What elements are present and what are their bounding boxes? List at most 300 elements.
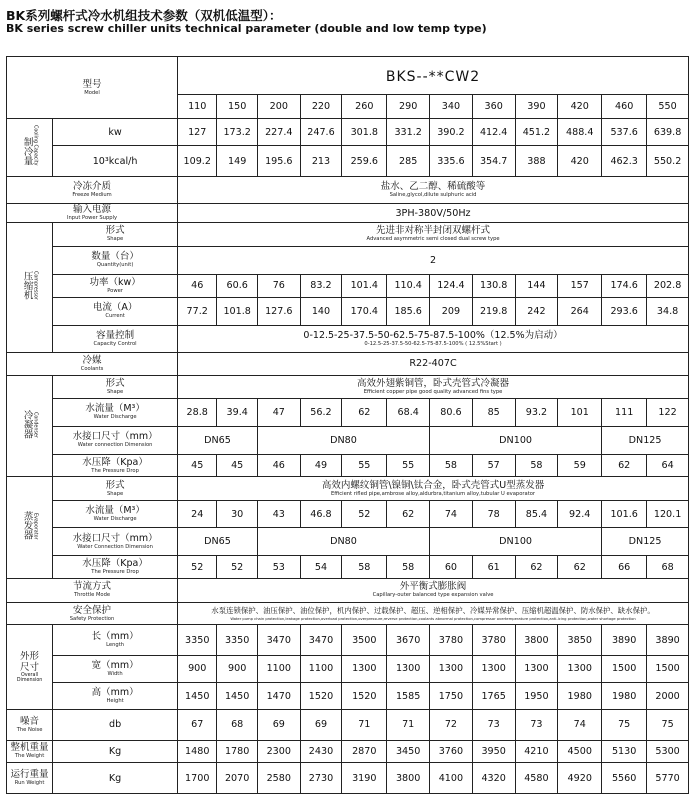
- compressor-shape-value-cn: 先进非对称半封闭双螺杆式: [376, 225, 491, 237]
- dimension-height-value: 1980: [558, 683, 602, 710]
- run-weight-value: 5560: [602, 763, 647, 794]
- power-supply-value: 3PH-380V/50Hz: [178, 203, 689, 222]
- model-value: 110: [178, 95, 217, 119]
- evaporator-shape-en: Shape: [106, 490, 124, 497]
- cooling-kcal-value: 213: [300, 146, 342, 177]
- cooling-kw-value: 227.4: [257, 119, 300, 146]
- compressor-power-label: [53, 275, 178, 298]
- condenser-pipe-en: Water connection Dimension: [77, 442, 153, 449]
- cooling-kw-value: 390.2: [430, 119, 473, 146]
- condenser-flow-value: 111: [602, 399, 647, 426]
- run-weight-value: 3800: [387, 763, 430, 794]
- model-value: 290: [387, 95, 430, 119]
- freeze-label: [7, 176, 178, 203]
- compressor-current-value: 77.2: [178, 297, 217, 325]
- condenser-shape-value: [178, 375, 689, 399]
- weight-value: 2870: [342, 740, 387, 763]
- model-value: 460: [602, 95, 647, 119]
- noise-value: 73: [472, 710, 515, 741]
- compressor-shape-label: [53, 223, 178, 247]
- safety-en: Safety Protection: [69, 615, 115, 622]
- compressor-current-value: 101.8: [217, 297, 258, 325]
- condenser-flow-value: 39.4: [217, 399, 258, 426]
- weight-value: 4210: [515, 740, 558, 763]
- compressor-current-value: 34.8: [647, 297, 689, 325]
- evaporator-flow-value: 101.6: [602, 501, 647, 528]
- dimension-width-label: [53, 655, 178, 682]
- cooling-kw-value: 451.2: [515, 119, 558, 146]
- condenser-flow-value: 56.2: [300, 399, 342, 426]
- dimension-width-value: 1100: [300, 655, 342, 682]
- condenser-pipe-dn100: DN100: [430, 426, 602, 454]
- compressor-shape-en: Shape: [106, 236, 124, 243]
- compressor-power-value: 101.4: [342, 275, 387, 298]
- evaporator-drop-value: 54: [300, 556, 342, 579]
- evaporator-drop-value: 53: [257, 556, 300, 579]
- evaporator-flow-value: 46.8: [300, 501, 342, 528]
- evaporator-pipe-en: Water Connection Dimension: [77, 543, 153, 550]
- dimension-width-value: 1500: [602, 655, 647, 682]
- compressor-power-value: 110.4: [387, 275, 430, 298]
- cooling-kcal-value: 550.2: [647, 146, 689, 177]
- condenser-pipe-dn65: DN65: [178, 426, 258, 454]
- noise-value: 68: [217, 710, 258, 741]
- coolant-cn: 冷媒: [82, 354, 102, 366]
- evaporator-drop-value: 66: [602, 556, 647, 579]
- compressor-current-value: 242: [515, 297, 558, 325]
- weight-value: 5300: [647, 740, 689, 763]
- condenser-flow-value: 101: [558, 399, 602, 426]
- run-weight-value: 4320: [472, 763, 515, 794]
- evaporator-flow-value: 74: [430, 501, 473, 528]
- compressor-current-value: 293.6: [602, 297, 647, 325]
- condenser-pipe-cn: 水接口尺寸（mm）: [72, 431, 158, 443]
- dimension-width-value: 1300: [430, 655, 473, 682]
- compressor-current-cn: 电流（A）: [92, 302, 138, 314]
- cooling-group-en: Cooling Capacity: [32, 125, 38, 166]
- cooling-kw-value: 173.2: [217, 119, 258, 146]
- cooling-kw-value: 301.8: [342, 119, 387, 146]
- cooling-kcal-label: 10³kcal/h: [53, 146, 178, 177]
- dimension-length-value: 3890: [647, 625, 689, 656]
- dimension-group: [7, 625, 53, 710]
- weight-label-cn: 整机重量: [10, 742, 49, 754]
- noise-value: 71: [342, 710, 387, 741]
- compressor-group-cn: 压缩机: [21, 271, 33, 300]
- condenser-drop-value: 45: [217, 454, 258, 477]
- evaporator-shape-cn: 形式: [105, 479, 125, 491]
- condenser-flow-value: 28.8: [178, 399, 217, 426]
- evaporator-flow-cn: 水流量（M³）: [85, 505, 145, 517]
- weight-label-en: The Weight: [14, 753, 45, 760]
- title-en: BK series screw chiller units technical parameter (double and low temp type): [6, 22, 487, 35]
- compressor-group: [7, 223, 53, 353]
- cooling-kcal-value: 259.6: [342, 146, 387, 177]
- dimension-height-value: 1585: [387, 683, 430, 710]
- weight-label: [7, 740, 53, 763]
- condenser-drop-value: 59: [558, 454, 602, 477]
- cooling-kcal-value: 354.7: [472, 146, 515, 177]
- evaporator-flow-value: 43: [257, 501, 300, 528]
- dimension-height-value: 1980: [602, 683, 647, 710]
- compressor-current-value: 140: [300, 297, 342, 325]
- dimension-height-cn: 高（mm）: [91, 687, 139, 699]
- compressor-group-en: Compressor: [32, 271, 38, 300]
- compressor-power-cn: 功率（kw）: [89, 276, 141, 288]
- evaporator-shape-value-en: Efficient rifled pipe,ambrose alloy,aldurbra,titanium alloy,tubular U evaporator: [330, 490, 536, 497]
- model-series-text: BKS--**CW2: [385, 69, 481, 86]
- weight-value: 5130: [602, 740, 647, 763]
- condenser-shape-value-cn: 高效外翅紫铜管，卧式壳管式冷凝器: [357, 378, 510, 390]
- dimension-width-value: 1300: [558, 655, 602, 682]
- dimension-height-value: 1950: [515, 683, 558, 710]
- condenser-drop-value: 49: [300, 454, 342, 477]
- cooling-kw-value: 331.2: [387, 119, 430, 146]
- compressor-power-value: 83.2: [300, 275, 342, 298]
- condenser-pipe-dn80: DN80: [257, 426, 429, 454]
- cooling-kcal-value: 462.3: [602, 146, 647, 177]
- compressor-current-value: 170.4: [342, 297, 387, 325]
- dimension-length-value: 3470: [257, 625, 300, 656]
- compressor-shape-value-en: Advanced asymmetric semi closed dual screw type: [366, 236, 500, 243]
- throttle-label: [7, 579, 178, 603]
- noise-unit: db: [53, 710, 178, 741]
- condenser-drop-en: The Pressure Drop: [91, 467, 139, 474]
- condenser-shape-cn: 形式: [105, 378, 125, 390]
- condenser-drop-value: 64: [647, 454, 689, 477]
- compressor-qty-en: Quantity(unit): [96, 262, 134, 269]
- dimension-width-value: 900: [217, 655, 258, 682]
- compressor-capacity-value-cn: 0-12.5-25-37.5-50-62.5-75-87.5-100%（12.5%为启动）: [303, 330, 563, 342]
- evaporator-pipe-dn100: DN100: [430, 528, 602, 556]
- compressor-capacity-value: [178, 325, 689, 352]
- title-cn: BK系列螺杆式冷水机组技术参数（双机低温型）：: [6, 8, 282, 23]
- freeze-cn: 冷冻介质: [73, 180, 112, 192]
- run-weight-value: 4920: [558, 763, 602, 794]
- noise-value: 69: [300, 710, 342, 741]
- noise-value: 73: [515, 710, 558, 741]
- dimension-length-cn: 长（mm）: [91, 631, 139, 643]
- evaporator-drop-value: 60: [430, 556, 473, 579]
- compressor-current-en: Current: [105, 313, 125, 320]
- spec-table: [6, 56, 689, 794]
- cooling-kw-value: 639.8: [647, 119, 689, 146]
- evaporator-drop-value: 58: [342, 556, 387, 579]
- dimension-height-label: [53, 683, 178, 710]
- noise-value: 75: [602, 710, 647, 741]
- evaporator-group: [7, 477, 53, 579]
- dimension-length-value: 3470: [300, 625, 342, 656]
- run-weight-value: 2580: [257, 763, 300, 794]
- cooling-kcal-value: 195.6: [257, 146, 300, 177]
- dimension-width-value: 1100: [257, 655, 300, 682]
- evaporator-shape-label: [53, 477, 178, 501]
- condenser-drop-value: 45: [178, 454, 217, 477]
- noise-label: [7, 710, 53, 741]
- freeze-value-cn: 盐水、乙二醇、稀硫酸等: [380, 180, 486, 192]
- model-value: 340: [430, 95, 473, 119]
- condenser-group-cn: 冷凝器: [21, 409, 33, 439]
- safety-value: [178, 602, 689, 625]
- compressor-power-value: 130.8: [472, 275, 515, 298]
- compressor-shape-value: [178, 223, 689, 247]
- model-value: 550: [647, 95, 689, 119]
- weight-value: 1480: [178, 740, 217, 763]
- dimension-width-value: 1300: [472, 655, 515, 682]
- compressor-current-value: 127.6: [257, 297, 300, 325]
- dimension-height-value: 1450: [217, 683, 258, 710]
- dimension-width-value: 1300: [387, 655, 430, 682]
- condenser-flow-value: 122: [647, 399, 689, 426]
- noise-value: 71: [387, 710, 430, 741]
- compressor-current-value: 264: [558, 297, 602, 325]
- run-weight-value: 2730: [300, 763, 342, 794]
- run-weight-label-cn: 运行重量: [10, 769, 49, 781]
- noise-value: 74: [558, 710, 602, 741]
- cooling-kw-value: 247.6: [300, 119, 342, 146]
- throttle-value-en: Capillary-outer balanced type expansion valve: [372, 592, 494, 599]
- model-value: 260: [342, 95, 387, 119]
- model-cn: 型号: [82, 78, 102, 90]
- compressor-qty-value: 2: [178, 246, 689, 274]
- compressor-power-value: 60.6: [217, 275, 258, 298]
- compressor-current-value: 185.6: [387, 297, 430, 325]
- cooling-kw-value: 537.6: [602, 119, 647, 146]
- condenser-drop-value: 46: [257, 454, 300, 477]
- compressor-power-value: 157: [558, 275, 602, 298]
- weight-value: 3760: [430, 740, 473, 763]
- dimension-width-value: 900: [178, 655, 217, 682]
- cooling-kcal-value: 149: [217, 146, 258, 177]
- condenser-drop-value: 62: [602, 454, 647, 477]
- coolant-en: Coolants: [80, 365, 104, 372]
- cooling-kw-value: 127: [178, 119, 217, 146]
- compressor-current-label: [53, 297, 178, 325]
- compressor-current-value: 209: [430, 297, 473, 325]
- run-weight-value: 1700: [178, 763, 217, 794]
- compressor-qty-cn: 数量（台）: [91, 251, 139, 263]
- cooling-kw-value: 488.4: [558, 119, 602, 146]
- condenser-flow-value: 85: [472, 399, 515, 426]
- condenser-group-en: Condenser: [32, 412, 38, 439]
- compressor-power-en: Power: [107, 287, 123, 294]
- safety-value-cn: 水泵连锁保护、油压保护、油位保护，机内保护、过载保护、超压、逆相保护、冷媒异常保护、压缩机超温保护、防水保护、缺水保护。: [211, 605, 655, 615]
- dimension-width-value: 1300: [515, 655, 558, 682]
- condenser-shape-label: [53, 375, 178, 399]
- condenser-flow-en: Water Discharge: [93, 414, 137, 421]
- condenser-flow-label: [53, 399, 178, 426]
- evaporator-flow-en: Water Discharge: [93, 516, 137, 523]
- dimension-length-value: 3800: [515, 625, 558, 656]
- condenser-group: [7, 375, 53, 477]
- dimension-height-value: 1470: [257, 683, 300, 710]
- evaporator-drop-value: 58: [387, 556, 430, 579]
- evaporator-drop-value: 61: [472, 556, 515, 579]
- model-series: [178, 57, 689, 95]
- evaporator-drop-cn: 水压降（Kpa）: [82, 558, 148, 570]
- freeze-value: [178, 176, 689, 203]
- dimension-length-value: 3780: [472, 625, 515, 656]
- dimension-length-en: Length: [106, 642, 125, 649]
- condenser-drop-label: [53, 454, 178, 477]
- compressor-capacity-cn: 容量控制: [96, 330, 135, 342]
- evaporator-drop-value: 62: [558, 556, 602, 579]
- coolant-label: [7, 353, 178, 376]
- dimension-height-value: 1520: [342, 683, 387, 710]
- condenser-flow-value: 47: [257, 399, 300, 426]
- freeze-en: Freeze Medium: [72, 191, 112, 198]
- dimension-group-en1: Overall: [20, 673, 39, 679]
- evaporator-pipe-dn125: DN125: [602, 528, 689, 556]
- power-supply-label: [7, 203, 178, 222]
- cooling-kcal-value: 420: [558, 146, 602, 177]
- safety-value-en: Water pump chain protection,leakage protection,overload protection,overpressure,reverse protection,coolants abnormal protection,compressor overtemperature protection,anti-icing protection,water shortage protection: [230, 616, 636, 621]
- evaporator-drop-value: 52: [178, 556, 217, 579]
- compressor-power-value: 46: [178, 275, 217, 298]
- condenser-drop-value: 58: [515, 454, 558, 477]
- evaporator-shape-value: [178, 477, 689, 501]
- evaporator-pipe-dn65: DN65: [178, 528, 258, 556]
- compressor-power-value: 144: [515, 275, 558, 298]
- evaporator-flow-label: [53, 501, 178, 528]
- evaporator-pipe-dn80: DN80: [257, 528, 429, 556]
- noise-value: 72: [430, 710, 473, 741]
- evaporator-flow-value: 30: [217, 501, 258, 528]
- condenser-pipe-label: [53, 426, 178, 454]
- dimension-length-value: 3670: [387, 625, 430, 656]
- evaporator-shape-value-cn: 高效内螺纹铜管\镍铜\钛合金，卧式壳管式U型蒸发器: [321, 479, 545, 491]
- evaporator-group-en: Evaporator: [32, 513, 38, 540]
- cooling-group-cn: 制冷量: [21, 137, 33, 166]
- dimension-length-value: 3350: [178, 625, 217, 656]
- compressor-capacity-label: [53, 325, 178, 352]
- compressor-qty-label: [53, 246, 178, 274]
- run-weight-label: [7, 763, 53, 794]
- safety-label: [7, 602, 178, 625]
- weight-value: 3450: [387, 740, 430, 763]
- model-value: 390: [515, 95, 558, 119]
- compressor-power-value: 76: [257, 275, 300, 298]
- run-weight-value: 5770: [647, 763, 689, 794]
- noise-label-en: The Noise: [16, 726, 43, 733]
- cooling-kcal-value: 109.2: [178, 146, 217, 177]
- dimension-length-value: 3780: [430, 625, 473, 656]
- evaporator-drop-label: [53, 556, 178, 579]
- compressor-capacity-en: Capacity Control: [93, 341, 137, 348]
- evaporator-flow-value: 92.4: [558, 501, 602, 528]
- dimension-width-cn: 宽（mm）: [91, 659, 139, 671]
- dimension-width-en: Width: [107, 670, 123, 677]
- run-weight-value: 4580: [515, 763, 558, 794]
- model-value: 420: [558, 95, 602, 119]
- dimension-length-label: [53, 625, 178, 656]
- cooling-kcal-value: 388: [515, 146, 558, 177]
- noise-value: 67: [178, 710, 217, 741]
- condenser-flow-cn: 水流量（M³）: [85, 403, 145, 415]
- evaporator-pipe-label: [53, 528, 178, 556]
- evaporator-flow-value: 24: [178, 501, 217, 528]
- evaporator-pipe-cn: 水接口尺寸（mm）: [72, 532, 158, 544]
- dimension-height-value: 1520: [300, 683, 342, 710]
- evaporator-drop-value: 68: [647, 556, 689, 579]
- throttle-value-cn: 外平衡式膨胀阀: [399, 581, 467, 593]
- run-weight-unit: Kg: [53, 763, 178, 794]
- run-weight-label-en: Run Weight: [14, 780, 45, 787]
- throttle-en: Throttle Mode: [73, 592, 111, 599]
- compressor-capacity-value-en: 0-12.5-25-37.5-50-62.5-75-87.5-100% ( 12.5%Start ): [364, 341, 502, 348]
- dimension-height-value: 1750: [430, 683, 473, 710]
- dimension-width-value: 1300: [342, 655, 387, 682]
- condenser-drop-value: 57: [472, 454, 515, 477]
- dimension-height-value: 1765: [472, 683, 515, 710]
- run-weight-value: 4100: [430, 763, 473, 794]
- weight-unit: Kg: [53, 740, 178, 763]
- dimension-group-en2: Dimension: [16, 678, 43, 684]
- weight-value: 2300: [257, 740, 300, 763]
- weight-value: 3950: [472, 740, 515, 763]
- condenser-drop-value: 58: [430, 454, 473, 477]
- compressor-power-value: 174.6: [602, 275, 647, 298]
- noise-value: 69: [257, 710, 300, 741]
- dimension-width-value: 1500: [647, 655, 689, 682]
- model-label: [7, 57, 178, 119]
- condenser-pipe-dn125: DN125: [602, 426, 689, 454]
- safety-cn: 安全保护: [73, 604, 112, 616]
- cooling-kw-label: kw: [53, 119, 178, 146]
- model-value: 360: [472, 95, 515, 119]
- dimension-length-value: 3850: [558, 625, 602, 656]
- evaporator-flow-value: 52: [342, 501, 387, 528]
- evaporator-flow-value: 85.4: [515, 501, 558, 528]
- cooling-kcal-value: 335.6: [430, 146, 473, 177]
- compressor-power-value: 202.8: [647, 275, 689, 298]
- model-value: 220: [300, 95, 342, 119]
- dimension-height-value: 1450: [178, 683, 217, 710]
- weight-value: 2430: [300, 740, 342, 763]
- evaporator-group-cn: 蒸发器: [21, 511, 33, 540]
- condenser-drop-value: 55: [342, 454, 387, 477]
- evaporator-flow-value: 62: [387, 501, 430, 528]
- model-en: Model: [84, 89, 100, 96]
- coolant-value: R22-407C: [178, 353, 689, 376]
- condenser-flow-value: 62: [342, 399, 387, 426]
- evaporator-drop-value: 62: [515, 556, 558, 579]
- throttle-cn: 节流方式: [73, 581, 112, 593]
- dimension-length-value: 3890: [602, 625, 647, 656]
- evaporator-flow-value: 78: [472, 501, 515, 528]
- condenser-flow-value: 68.4: [387, 399, 430, 426]
- compressor-current-value: 219.8: [472, 297, 515, 325]
- model-value: 200: [257, 95, 300, 119]
- compressor-power-value: 124.4: [430, 275, 473, 298]
- weight-value: 4500: [558, 740, 602, 763]
- noise-label-cn: 噪音: [20, 715, 40, 727]
- run-weight-value: 2070: [217, 763, 258, 794]
- power-supply-cn: 输入电源: [73, 204, 112, 216]
- freeze-value-en: Saline,glycol,dilute sulphuric acid: [389, 191, 477, 198]
- throttle-value: [178, 579, 689, 603]
- evaporator-drop-en: The Pressure Drop: [91, 569, 139, 576]
- weight-value: 1780: [217, 740, 258, 763]
- cooling-kcal-value: 285: [387, 146, 430, 177]
- evaporator-flow-value: 120.1: [647, 501, 689, 528]
- noise-value: 75: [647, 710, 689, 741]
- dimension-height-en: Height: [106, 698, 124, 705]
- condenser-flow-value: 93.2: [515, 399, 558, 426]
- evaporator-drop-value: 52: [217, 556, 258, 579]
- power-supply-en: Input Power Supply: [66, 215, 118, 222]
- cooling-group: [7, 119, 53, 177]
